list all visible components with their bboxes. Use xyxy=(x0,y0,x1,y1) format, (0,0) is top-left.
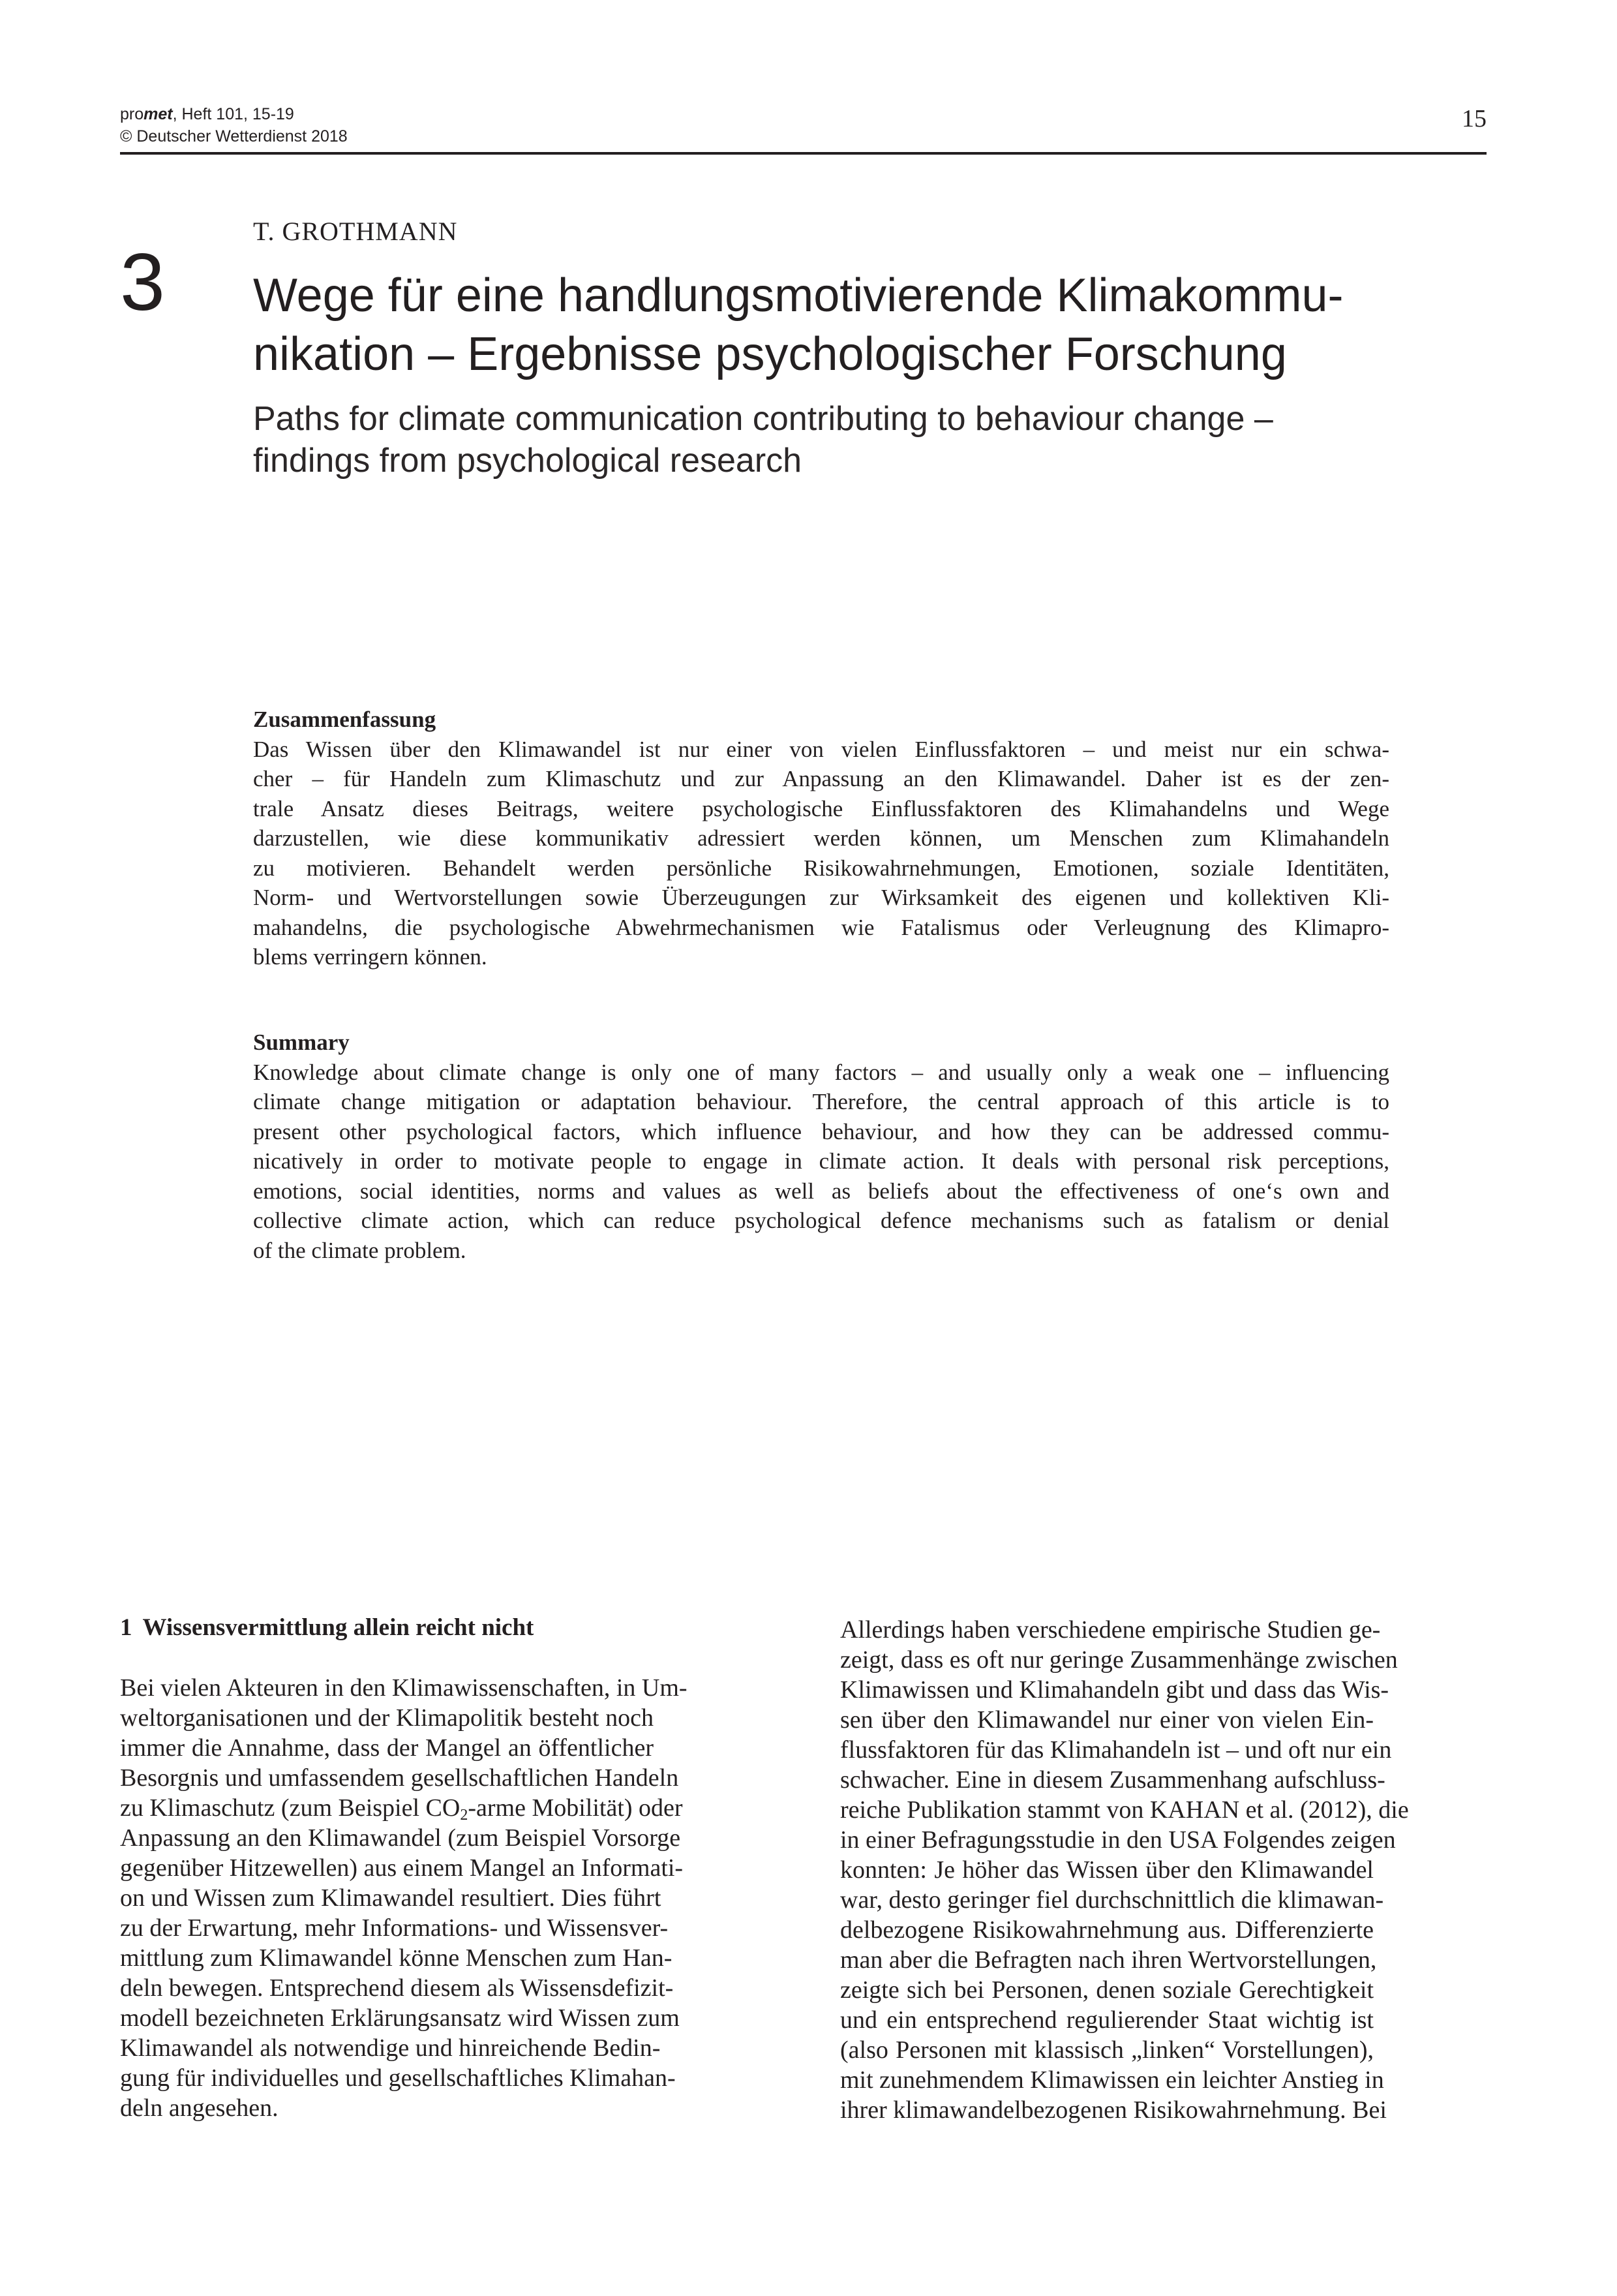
abstract-line: collective climate action, which can reduce psychological defence mechanisms such as fatalism or denial xyxy=(253,1208,1389,1233)
body-line: immer die Annahme, dass der Mangel an öffentlicher xyxy=(120,1734,654,1762)
section-heading xyxy=(120,1613,654,1643)
body-line: war, desto geringer fiel durchschnittlich die klimawan- xyxy=(840,1886,1384,1914)
body-line: schwacher. Eine in diesem Zusammenhang aufschluss- xyxy=(840,1766,1385,1794)
abstract-german xyxy=(253,705,1389,972)
abstract-line: climate change mitigation or adaptation behaviour. Therefore, the central approach of this article is to xyxy=(253,1089,1389,1114)
chapter-number: 3 xyxy=(120,237,165,328)
title-german-line: nikation – Ergebnisse psychologischer Forschung xyxy=(253,328,1287,380)
body-line: weltorganisationen und der Klimapolitik besteht noch xyxy=(120,1704,654,1732)
body-line: und ein entsprechend regulierender Staat wichtig ist xyxy=(840,2006,1374,2034)
body-line: konnten: Je höher das Wissen über den Klimawandel xyxy=(840,1856,1374,1884)
journal-prefix: pro xyxy=(120,105,144,123)
abstract-line: blems verringern können. xyxy=(253,944,487,970)
body-line: Bei vielen Akteuren in den Klimawissenschaften, in Um- xyxy=(120,1674,688,1702)
body-line: man aber die Befragten nach ihren Wertvorstellungen, xyxy=(840,1946,1377,1974)
body-line: mittlung zum Klimawandel könne Menschen zum Han- xyxy=(120,1944,672,1972)
abstract-line: Das Wissen über den Klimawandel ist nur einer von vielen Einflussfaktoren – und meist nur ein schwa- xyxy=(253,736,1389,762)
body-line: deln angesehen. xyxy=(120,2094,279,2122)
abstract-line: present other psychological factors, which influence behaviour, and how they can be addressed commu- xyxy=(253,1118,1389,1144)
body-line: modell bezeichneten Erklärungsansatz wird Wissen zum xyxy=(120,2004,680,2032)
abstract-line: trale Ansatz dieses Beitrags, weitere psychologische Einflussfaktoren des Klimahandelns und Wege xyxy=(253,795,1389,821)
title-german-line: Wege für eine handlungsmotivierende Klimakommu- xyxy=(253,269,1344,322)
body-line: flussfaktoren für das Klimahandeln ist – und oft nur ein xyxy=(840,1736,1392,1764)
co2-text: zu Klimaschutz (zum Beispiel CO xyxy=(120,1794,461,1822)
body-line: sen über den Klimawandel nur einer von vielen Ein- xyxy=(840,1706,1374,1734)
section-number: 1 xyxy=(120,1614,132,1641)
body-line: zeigte sich bei Personen, denen soziale Gerechtigkeit xyxy=(840,1976,1374,2004)
copyright-line: © Deutscher Wetterdienst 2018 xyxy=(120,127,348,145)
journal-citation xyxy=(120,104,294,124)
body-line: gung für individuelles und gesellschaftliches Klimahan- xyxy=(120,2064,676,2092)
body-line: Anpassung an den Klimawandel (zum Beispiel Vorsorge xyxy=(120,1824,681,1852)
co2-subscript: 2 xyxy=(460,1807,468,1824)
body-line-co2 xyxy=(120,1793,683,1824)
abstract-line: nicatively in order to motivate people to engage in climate action. It deals with personal risk perceptions, xyxy=(253,1148,1389,1174)
body-line: deln bewegen. Entsprechend diesem als Wissensdefizit- xyxy=(120,1974,674,2002)
body-line: Klimawandel als notwendige und hinreichende Bedin- xyxy=(120,2034,661,2062)
body-line: reiche Publikation stammt von KAHAN et al. (2012), die xyxy=(840,1796,1409,1824)
title-english-line: Paths for climate communication contributing to behaviour change – xyxy=(253,400,1273,438)
abstract-german-heading: Zusammenfassung xyxy=(253,707,436,732)
journal-issue: , Heft 101, 15-19 xyxy=(172,105,294,123)
body-line: ihrer klimawandelbezogenen Risikowahrnehmung. Bei xyxy=(840,2096,1387,2124)
co2-rest: -arme Mobilität) oder xyxy=(468,1794,683,1822)
abstract-line: darzustellen, wie diese kommunikativ adressiert werden können, um Menschen zum Klimahandeln xyxy=(253,825,1389,851)
abstract-line: cher – für Handeln zum Klimaschutz und zur Anpassung an den Klimawandel. Daher ist es der zen- xyxy=(253,766,1389,791)
body-line: (also Personen mit klassisch „linken“ Vorstellungen), xyxy=(840,2036,1374,2064)
section-title: Wissensvermittlung allein reicht nicht xyxy=(142,1614,534,1641)
body-line: Allerdings haben verschiedene empirische Studien ge- xyxy=(840,1616,1381,1644)
abstract-english xyxy=(253,1028,1389,1265)
abstract-english-heading: Summary xyxy=(253,1030,350,1055)
journal-brand: met xyxy=(144,105,173,123)
body-line: zeigt, dass es oft nur geringe Zusammenhänge zwischen xyxy=(840,1646,1398,1674)
body-column-right xyxy=(840,1615,1409,2125)
body-line: zu der Erwartung, mehr Informations- und Wissensver- xyxy=(120,1914,669,1942)
abstract-line: emotions, social identities, norms and values as well as beliefs about the effectiveness of one‘s own and xyxy=(253,1178,1389,1204)
body-line: mit zunehmendem Klimawissen ein leichter Anstieg in xyxy=(840,2066,1384,2094)
abstract-line: of the climate problem. xyxy=(253,1237,466,1263)
body-line: in einer Befragungsstudie in den USA Folgendes zeigen xyxy=(840,1826,1396,1854)
abstract-line: mahandelns, die psychologische Abwehrmechanismen wie Fatalismus oder Verleugnung des Klimapro- xyxy=(253,914,1389,940)
body-line: delbezogene Risikowahrnehmung aus. Differenzierte xyxy=(840,1916,1374,1944)
title-german xyxy=(253,266,1479,384)
body-line: Klimawissen und Klimahandeln gibt und dass das Wis- xyxy=(840,1676,1389,1704)
body-column-left xyxy=(120,1613,688,2123)
abstract-line: zu motivieren. Behandelt werden persönliche Risikowahrnehmungen, Emotionen, soziale Identitäten, xyxy=(253,855,1389,881)
author-name: T. GROTHMANN xyxy=(253,217,458,246)
body-line: on und Wissen zum Klimawandel resultiert. Dies führt xyxy=(120,1884,661,1912)
abstract-line: Knowledge about climate change is only one of many factors – and usually only a weak one – influencing xyxy=(253,1059,1389,1085)
header-rule xyxy=(120,152,1487,155)
page-number: 15 xyxy=(1462,105,1487,132)
title-english-line: findings from psychological research xyxy=(253,442,802,480)
body-line: Besorgnis und umfassendem gesellschaftlichen Handeln xyxy=(120,1764,679,1792)
body-line: gegenüber Hitzewellen) aus einem Mangel an Informati- xyxy=(120,1854,684,1882)
abstract-line: Norm- und Wertvorstellungen sowie Überzeugungen zur Wirksamkeit des eigenen und kollektiven Kli- xyxy=(253,885,1389,910)
title-english xyxy=(253,398,1479,482)
